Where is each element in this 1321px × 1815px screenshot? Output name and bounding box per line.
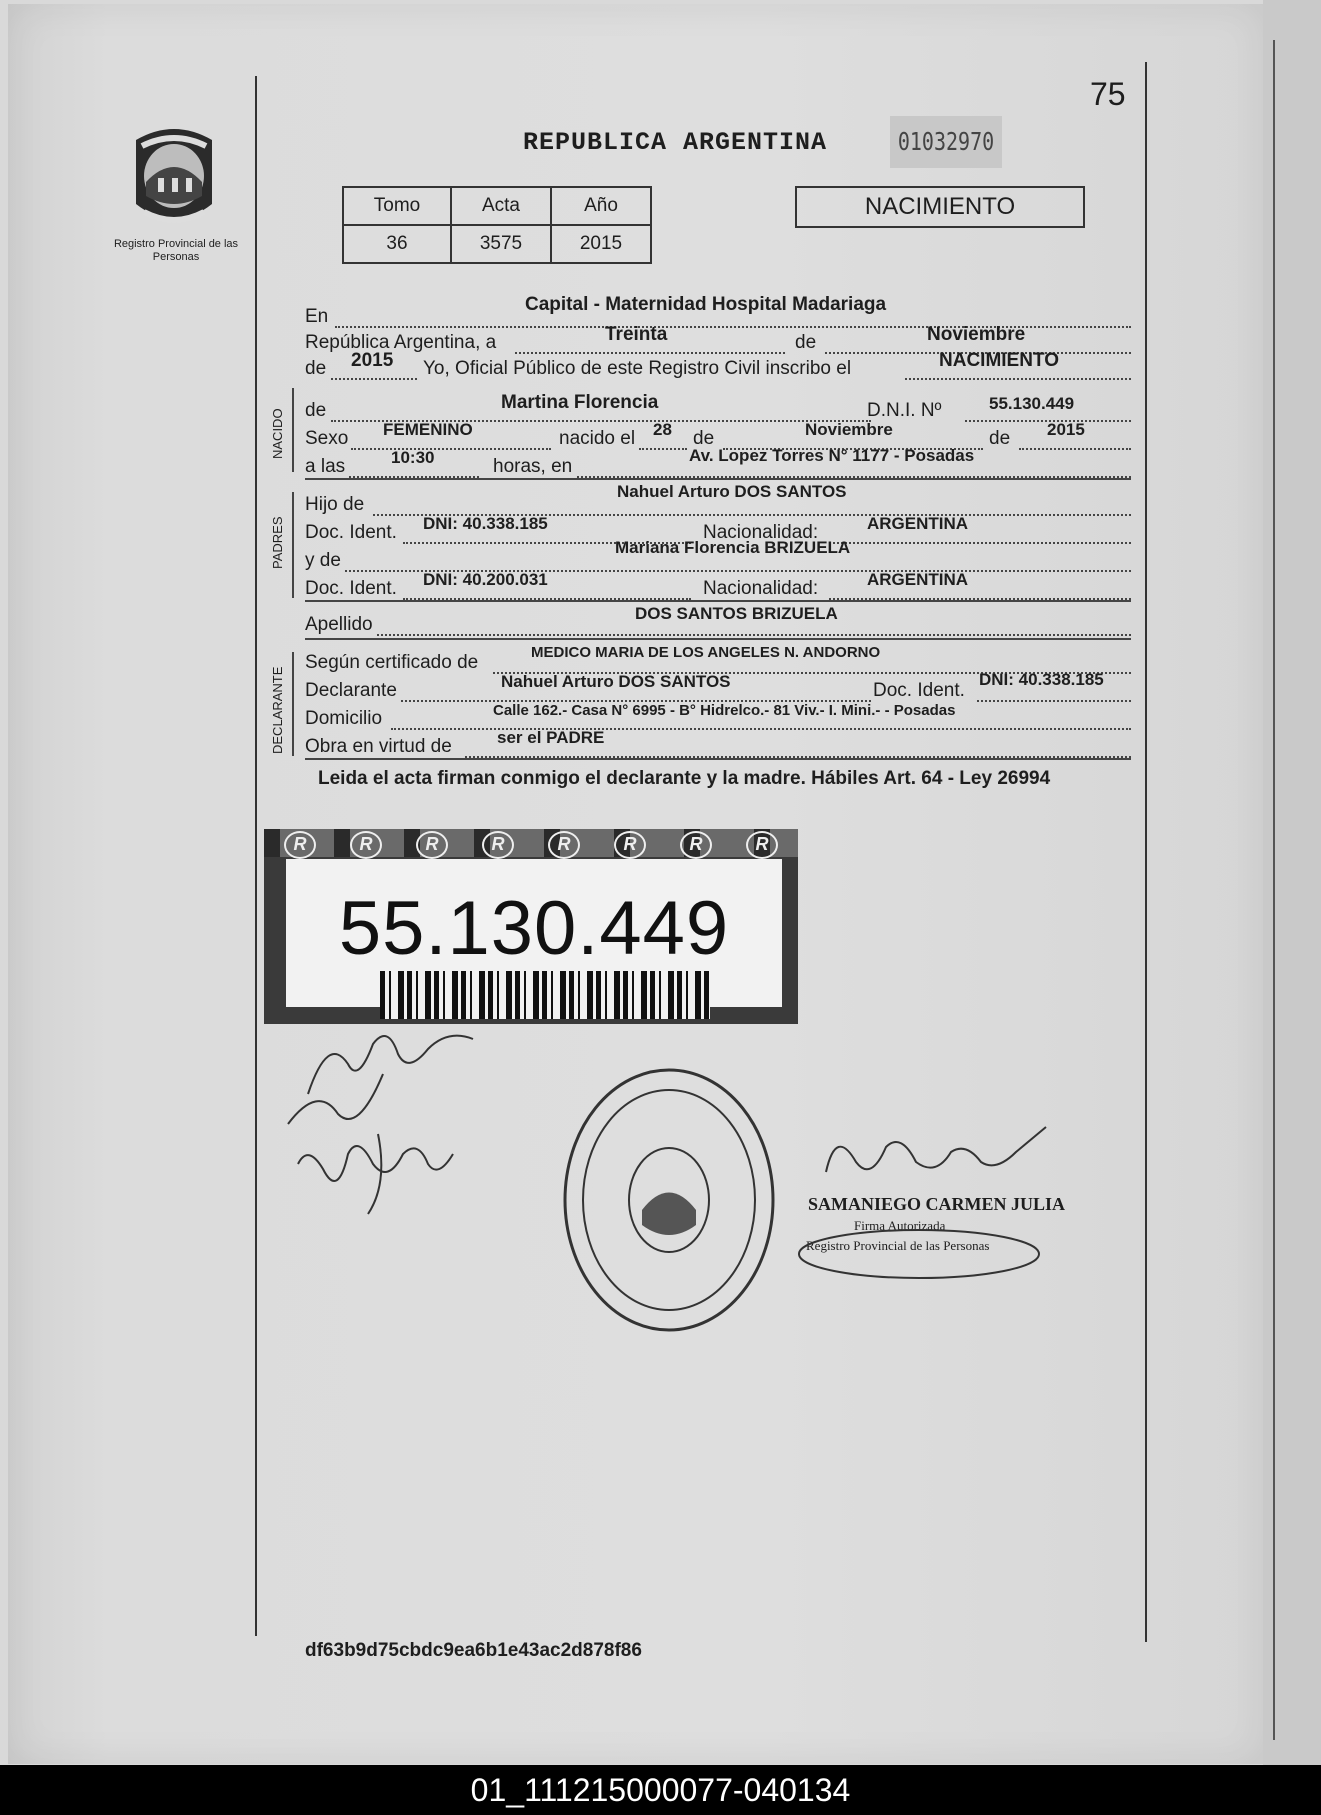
- row-obra: [305, 728, 1131, 758]
- binding-strip: [1263, 0, 1321, 1765]
- value-mother-nationality: ARGENTINA: [867, 570, 969, 589]
- dotted-line: [905, 378, 1131, 380]
- row-y-de: [305, 538, 1131, 572]
- registered-mark-icon: R: [482, 831, 514, 859]
- section-bar-declarante: [292, 652, 294, 756]
- label-obra: Obra en virtud de: [305, 736, 452, 757]
- tomo-acta-ano-table: [342, 186, 652, 264]
- official-stamp: [554, 1060, 784, 1340]
- province-seal-logo: [128, 122, 220, 234]
- row-apellido: [305, 604, 1131, 636]
- form-left-border: [255, 76, 257, 1636]
- dotted-line: [331, 378, 417, 380]
- logo-caption: Registro Provincial de las Personas: [113, 238, 239, 263]
- label-oficial: Yo, Oficial Público de este Registro Civil inscribo el: [423, 358, 852, 379]
- label-de-year: de: [305, 358, 327, 379]
- row-nacido-name: [305, 392, 1131, 422]
- label-apellido: Apellido: [305, 614, 373, 635]
- value-sexo: FEMENINO: [383, 420, 473, 439]
- header-tomo: Tomo: [343, 187, 451, 225]
- footer-filename: 01_111215000077-040134: [0, 1765, 1321, 1815]
- value-apellido: DOS SANTOS BRIZUELA: [635, 604, 838, 623]
- official-office: Registro Provincial de las Personas: [806, 1238, 990, 1253]
- label-domicilio: Domicilio: [305, 708, 383, 729]
- value-father-name: Nahuel Arturo DOS SANTOS: [617, 482, 847, 501]
- act-type-box: NACIMIENTO: [795, 186, 1085, 228]
- value-birth-month: Noviembre: [805, 420, 893, 439]
- label-nacido-el: nacido el: [559, 428, 636, 449]
- value-obra: ser el PADRE: [497, 728, 605, 747]
- value-tomo: 36: [343, 225, 451, 263]
- dotted-line: [1019, 448, 1131, 450]
- label-dni: D.N.I. Nº: [867, 400, 942, 421]
- official-signature: [816, 1122, 1066, 1192]
- value-year: 2015: [351, 350, 394, 371]
- label-horas: horas, en: [493, 456, 573, 477]
- registered-mark-icon: R: [350, 831, 382, 859]
- section-bar-nacido: [292, 388, 294, 472]
- value-inscribe: NACIMIENTO: [939, 350, 1059, 371]
- value-en: Capital - Maternidad Hospital Madariaga: [525, 294, 887, 315]
- registered-mark-icon: R: [680, 831, 712, 859]
- value-father-doc: DNI: 40.338.185: [423, 514, 548, 533]
- label-de-name: de: [305, 400, 327, 421]
- label-sexo: Sexo: [305, 428, 349, 449]
- label-white-area: [286, 859, 782, 1007]
- official-name: SAMANIEGO CARMEN JULIA: [808, 1194, 1066, 1214]
- label-de: de: [795, 332, 817, 353]
- label-a-las: a las: [305, 456, 346, 477]
- row-mother-doc: [305, 570, 1131, 600]
- label-pattern-strip: [264, 829, 798, 857]
- label-de-month: de: [693, 428, 715, 449]
- section-divider: [305, 638, 1131, 640]
- value-acta: 3575: [451, 225, 551, 263]
- value-birth-time: 10:30: [391, 448, 435, 467]
- dotted-line: [351, 448, 551, 450]
- value-child-name: Martina Florencia: [501, 392, 659, 413]
- label-republica: República Argentina, a: [305, 332, 497, 353]
- registered-mark-icon: R: [746, 831, 778, 859]
- value-day-words: Treinta: [605, 324, 668, 345]
- value-father-nationality: ARGENTINA: [867, 514, 969, 533]
- label-dni-number: 55.130.449: [338, 886, 730, 971]
- value-birth-year: 2015: [1047, 420, 1085, 439]
- label-nacionalidad: Nacionalidad:: [703, 522, 819, 543]
- value-declarante-doc: DNI: 40.338.185: [979, 670, 1104, 689]
- value-birth-place: Av. Lopez Torres N° 1177 - Posadas: [689, 446, 975, 465]
- label-nacionalidad: Nacionalidad:: [703, 578, 819, 599]
- section-label-padres: PADRES: [270, 516, 285, 569]
- barcode-icon: [380, 971, 710, 1019]
- row-year-inscribe: [305, 350, 1131, 380]
- document-hash: df63b9d75cbdc9ea6b1e43ac2d878f86: [305, 1640, 642, 1661]
- label-doc-ident: Doc. Ident.: [305, 578, 397, 599]
- official-oval: [794, 1226, 1044, 1286]
- row-declarante: [305, 670, 1131, 702]
- value-declarante-name: Nahuel Arturo DOS SANTOS: [501, 672, 731, 691]
- section-label-nacido: NACIDO: [270, 408, 285, 459]
- dotted-line: [377, 634, 1131, 636]
- value-month: Noviembre: [927, 324, 1026, 345]
- form-right-border: [1145, 62, 1147, 1642]
- header-acta: Acta: [451, 187, 551, 225]
- label-doc-ident: Doc. Ident.: [305, 522, 397, 543]
- value-mother-name: Mariana Florencia BRIZUELA: [615, 538, 851, 557]
- registered-mark-icon: R: [548, 831, 580, 859]
- label-doc-ident: Doc. Ident.: [873, 680, 965, 701]
- registered-mark-icon: R: [284, 831, 316, 859]
- page-number: 75: [1090, 76, 1126, 112]
- section-label-declarante: DECLARANTE: [270, 666, 285, 754]
- value-child-dni: 55.130.449: [989, 394, 1075, 413]
- document-page: [8, 4, 1263, 1764]
- value-certificado: MEDICO MARIA DE LOS ANGELES N. ANDORNO: [531, 644, 881, 661]
- official-role: Firma Autorizada: [854, 1218, 946, 1233]
- label-y-de: y de: [305, 550, 341, 571]
- label-de-year2: de: [989, 428, 1011, 449]
- section-bar-padres: [292, 492, 294, 598]
- value-mother-doc: DNI: 40.200.031: [423, 570, 548, 589]
- registered-mark-icon: R: [614, 831, 646, 859]
- row-domicilio: [305, 704, 1131, 730]
- value-birth-day: 28: [653, 420, 672, 439]
- value-ano: 2015: [551, 225, 651, 263]
- dotted-line: [639, 448, 687, 450]
- row-hijo-de: [305, 482, 1131, 516]
- leida-statement: Leida el acta firman conmigo el declarante y la madre. Hábiles Art. 64 - Ley 26994: [318, 768, 1051, 789]
- registered-mark-icon: R: [416, 831, 448, 859]
- section-divider: [305, 758, 1131, 760]
- country-title: REPUBLICA ARGENTINA: [523, 128, 828, 157]
- label-hijo-de: Hijo de: [305, 494, 365, 515]
- dotted-line: [977, 700, 1131, 702]
- label-segun: Según certificado de: [305, 652, 479, 673]
- header-ano: Año: [551, 187, 651, 225]
- dotted-line: [829, 542, 1131, 544]
- signature-scribbles: [278, 1014, 498, 1224]
- value-domicilio: Calle 162.- Casa N° 6995 - B° Hidrelco.- 81 Viv.- I. Mini.- - Posadas: [493, 702, 956, 719]
- dni-label-sticker: [264, 829, 798, 1024]
- section-divider: [305, 600, 1131, 602]
- label-declarante: Declarante: [305, 680, 397, 701]
- label-en: En: [305, 306, 329, 327]
- serial-number: 01032970: [890, 116, 1002, 168]
- section-divider: [305, 478, 1131, 480]
- row-time-place: [305, 446, 1131, 478]
